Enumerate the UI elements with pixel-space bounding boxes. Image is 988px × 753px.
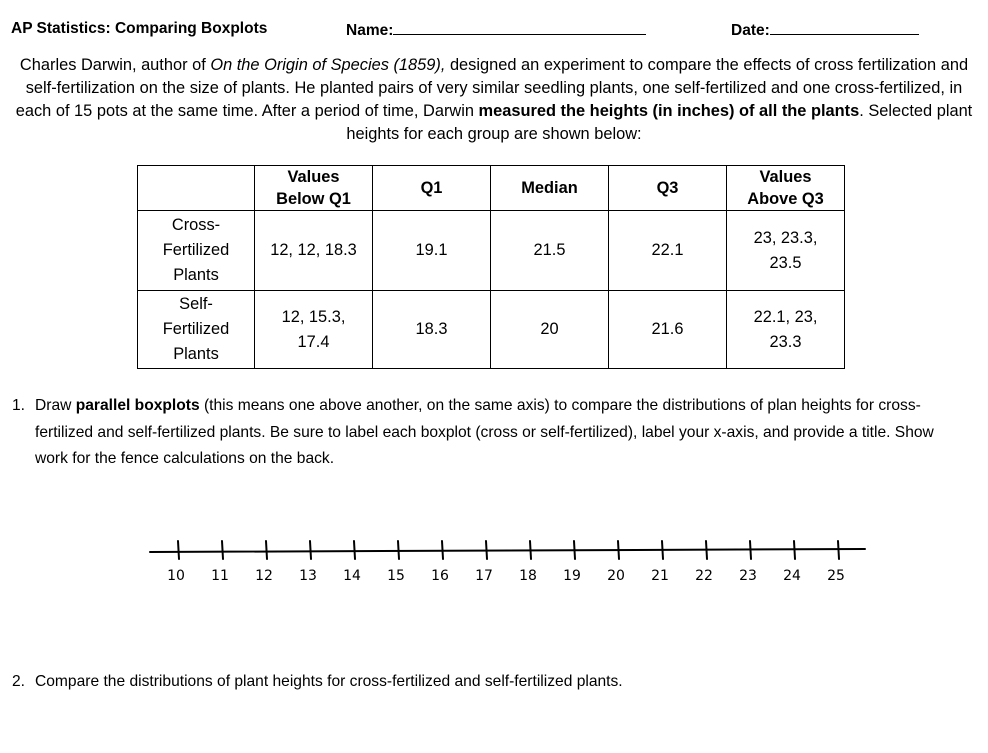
- axis-tick: [574, 541, 575, 559]
- header-blank-cell: [138, 166, 255, 211]
- q1-text-1: Draw: [35, 397, 76, 414]
- question-2: [12, 669, 972, 697]
- axis-tick-label: 18: [519, 568, 537, 584]
- row-label-text: Fertilized: [162, 320, 230, 338]
- axis-tick-label: 24: [783, 568, 801, 584]
- cell-above-q3: [727, 211, 845, 291]
- axis-tick: [310, 541, 311, 559]
- intro-text-1: Charles Darwin, author of: [19, 56, 211, 74]
- worksheet-title: AP Statistics: Comparing Boxplots: [11, 20, 268, 37]
- table-row: [138, 211, 845, 291]
- axis-tick: [662, 541, 663, 559]
- cell-median: 21.5: [491, 211, 609, 291]
- axis-tick-label: 23: [739, 568, 757, 584]
- cell-median: 20: [491, 291, 609, 369]
- axis-tick: [266, 541, 267, 559]
- table-row: [138, 291, 845, 369]
- number-line: [140, 536, 880, 586]
- axis-tick-label: 13: [299, 568, 317, 584]
- axis-tick: [486, 541, 487, 559]
- row-label-cross: [138, 211, 255, 291]
- cell-text: 23.3: [769, 332, 802, 351]
- axis-line: [150, 549, 865, 552]
- cell-above-q3: [727, 291, 845, 369]
- cell-below-q1: [255, 211, 373, 291]
- date-label: Date:: [731, 22, 770, 39]
- date-field[interactable]: [731, 20, 919, 40]
- cell-text: 23, 23.3,: [753, 228, 818, 247]
- header-below-q1: [255, 166, 373, 211]
- axis-tick-label: 12: [255, 568, 273, 584]
- name-field[interactable]: [346, 20, 646, 40]
- cell-q1: 18.3: [373, 291, 491, 369]
- table-header-row: [138, 166, 845, 211]
- name-blank-line[interactable]: [393, 20, 646, 35]
- axis-tick-label: 10: [167, 568, 185, 584]
- row-label-text: Cross-: [171, 216, 221, 234]
- axis-tick-label: 14: [343, 568, 361, 584]
- cell-text: 22.1, 23,: [753, 307, 818, 326]
- question-1: [12, 393, 972, 473]
- header-q1: Q1: [373, 166, 491, 211]
- axis-tick: [706, 541, 707, 559]
- axis-tick-label: 16: [431, 568, 449, 584]
- intro-book-title: On the Origin of Species (1859),: [210, 56, 446, 74]
- axis-tick: [442, 541, 443, 559]
- header-text: Values: [287, 168, 340, 186]
- plant-heights-table: [137, 165, 845, 369]
- header-above-q3: [727, 166, 845, 211]
- q1-text-2: (this means one above another, on the same axis) to compare the distributions of plan heights for cross-fertilized and self-fertilized plants. Be sure to label each boxplot (cross or self-fertilized), label your x-axis, and provide a title. Show work for the fence calculations on the back.: [35, 397, 934, 467]
- axis-tick-label: 19: [563, 568, 581, 584]
- date-blank-line[interactable]: [770, 20, 919, 35]
- header-text: Values: [759, 168, 812, 186]
- axis-tick-label: 25: [827, 568, 845, 584]
- row-label-text: Fertilized: [162, 241, 230, 259]
- q1-bold-text: parallel boxplots: [75, 397, 200, 414]
- axis-tick-label: 17: [475, 568, 493, 584]
- axis-tick-label: 11: [211, 568, 229, 584]
- cell-q3: 21.6: [609, 291, 727, 369]
- axis-tick-label: 20: [607, 568, 625, 584]
- header-median: Median: [491, 166, 609, 211]
- cell-text: 12, 15.3,: [281, 307, 346, 326]
- axis-tick: [750, 541, 751, 559]
- axis-tick-label: 21: [651, 568, 669, 584]
- cell-text: 12, 12, 18.3: [270, 241, 357, 259]
- axis-tick-label: 22: [695, 568, 713, 584]
- axis-tick: [618, 541, 619, 559]
- cell-q3: 22.1: [609, 211, 727, 291]
- intro-text-2: designed an experiment to compare the effects of cross fertilization and self-fertilization on the size of plants. He planted pairs of very similar seedling plants, one self-fertilized and one cross-fertilized, in each of 15 pots at the same time. After a period of time, Darwin: [15, 56, 969, 120]
- axis-tick: [354, 541, 355, 559]
- cell-q1: 19.1: [373, 211, 491, 291]
- axis-tick: [530, 541, 531, 559]
- axis-tick: [178, 541, 179, 559]
- intro-paragraph: [8, 54, 980, 146]
- axis-tick: [398, 541, 399, 559]
- intro-text-3: . Selected plant heights for each group are shown below:: [346, 102, 973, 143]
- row-label-text: Plants: [173, 345, 219, 363]
- name-label: Name:: [346, 22, 394, 39]
- question-2-text: Compare the distributions of plant heights for cross-fertilized and self-fertilized plants.: [35, 673, 623, 690]
- cell-text: 23.5: [769, 253, 802, 272]
- header-text: Above Q3: [747, 190, 824, 208]
- header-q3: Q3: [609, 166, 727, 211]
- axis-tick: [794, 541, 795, 559]
- intro-bold-text: measured the heights (in inches) of all the plants: [478, 102, 860, 120]
- cell-below-q1: [255, 291, 373, 369]
- question-1-text: [35, 393, 970, 473]
- axis-tick-label: 15: [387, 568, 405, 584]
- row-label-text: Self-: [179, 295, 213, 313]
- row-label-text: Plants: [173, 266, 219, 284]
- header-text: Below Q1: [276, 190, 351, 208]
- row-label-self: [138, 291, 255, 369]
- axis-tick: [838, 541, 839, 559]
- axis-tick: [222, 541, 223, 559]
- question-number: 2.: [12, 673, 26, 690]
- question-number: 1.: [12, 397, 26, 414]
- cell-text: 17.4: [297, 332, 330, 351]
